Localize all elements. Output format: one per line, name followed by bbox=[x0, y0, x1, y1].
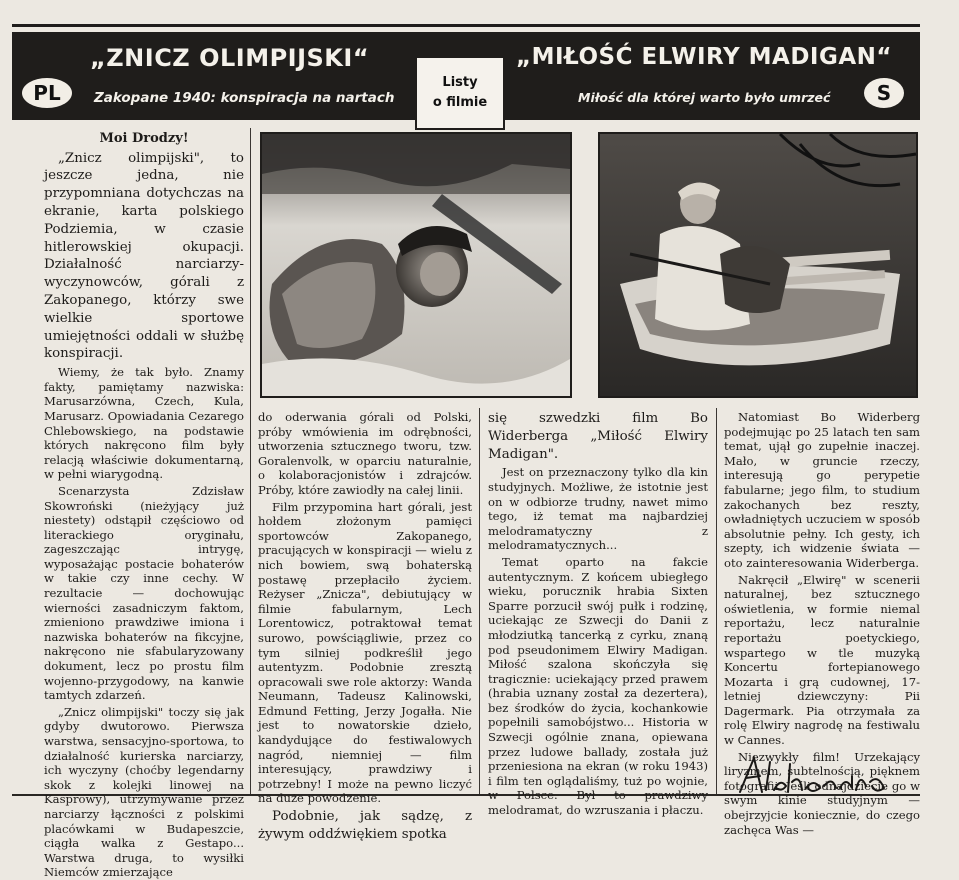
paragraph: Scenarzysta Zdzisław Skowroński (nieżyjący już niestety) odstąpił częściowo od literackiego oryginału, zageszczając intrygę, wyposażając postacie bohaterów w takie czy inne cechy. W rezultacie — dochowując wierności zasadniczym faktom, zmieniono prawdziwe imiona i nazwiska bohaterów na fikcyjne, nakręcono nie sfabularyzowany dokument, lecz po prostu film wojenno-przygodowy, na kanwie tamtych zdarzeń. bbox=[44, 483, 244, 703]
article-column-1 bbox=[44, 131, 244, 880]
article-column-2 bbox=[258, 410, 472, 842]
column-rule-1 bbox=[250, 128, 251, 796]
magazine-page bbox=[8, 10, 953, 880]
film-title-right: „MIŁOŚĆ ELWIRY MADIGAN“ bbox=[516, 44, 893, 70]
photo-couple-in-boat bbox=[598, 132, 918, 398]
top-rule bbox=[12, 24, 920, 27]
photo-boat-image bbox=[600, 134, 916, 396]
paragraph: Temat oparto na fakcie autentycznym. Z końcem ubiegłego wieku, porucznik hrabia Sixten Sparre porzucił swój pułk i rodzinę, uciekając ze Szwecji do Danii z młodziutką tancerką z cyrku, znaną pod pseudonimem Elwiry Madigan. Miłość szalona skończyła się tragicznie: uciekający przed prawem (hrabia uznany został za dezertera), bez środków do życia, kochankowie popełnili samobójstwo... Historia w Szwecji ogólnie znana, opiewana przez ludowe ballady, została już przeniesiona na ekran (w roku 1943) i film ten oglądaliśmy, tuż po wojnie, w Polsce. Był to prawdziwy melodramat, do wzruszania i płaczu. bbox=[488, 554, 708, 818]
lead-paragraph: „Znicz olimpijski", to jeszcze jedna, nie przypomniana dotychczas na ekranie, karta polskiego Podziemia, w czasie hitlerowskiej okupacji. Działalność narciarzy-wyczynowców, górali z Zakopanego, którzy swe wielkie sportowe umiejętności oddali w służbę konspiracji. bbox=[44, 150, 244, 362]
paragraph: Nakręcił „Elwirę" w scenerii naturalnej, bez sztucznego oświetlenia, w formie niemal reportażu, lecz naturalnie reportażu poetyckiego, wspartego w tle muzyką Koncertu fortepianowego Mozarta i grą cudownej, 17-letniej dziewczyny: Pii Dagermark. Pia otrzymała za rolę Elwiry nagrodę na festiwalu w Cannes. bbox=[724, 572, 920, 748]
film-title-left: „ZNICZ OLIMPIJSKI“ bbox=[90, 44, 370, 72]
author-signature bbox=[736, 752, 896, 798]
header-banner bbox=[12, 32, 920, 120]
column-rule-3 bbox=[716, 408, 717, 796]
paragraph: Natomiast Bo Widerberg podejmując po 25 latach ten sam temat, ujął go zupełnie inaczej. Mało, w gruncie rzeczy, interesują go perypetie fabularne; jego film, to studium zakochanych bez reszty, owładniętych uczuciem w sposób absolutnie pełny. Ich gesty, ich szepty, ich widzenie świata — oto zainteresowania Widerberga. bbox=[724, 410, 920, 570]
paragraph: do oderwania górali od Polski, próby wmówienia im odrębności, utworzenia sztucznego tworu, tzw. Goralenvolk, w oparciu naturalnie, o kolaboracjonistów i zdrajców. Próby, które zawiodły na całej linii. bbox=[258, 410, 472, 497]
column-label-line2: o filmie bbox=[432, 95, 488, 110]
paragraph: „Znicz olimpijski" toczy się jak gdyby dwutorowo. Pierwsza warstwa, sensacyjno-sportowa, to działalność kurierska narciarzy, ich wyczyny (choćby legendarny skok z kolejki linowej na Kasprowy), utrzymywanie przez narciarzy łączności z polskimi placówkami w Budapeszcie, ciągła walka z Gestapo... Warstwa druga, to wysiłki Niemców zmierzające bbox=[44, 704, 244, 880]
paragraph: Niezwykły film! Urzekający liryzmem, subtelnością, pięknem fotografii. Jeśli odnajdziecie go w swym kinie studyjnym — obejrzyjcie koniecznie, do czego zachęca Was — bbox=[724, 749, 920, 837]
film-subtitle-left: Zakopane 1940: konspiracja na nartach bbox=[94, 90, 395, 106]
article-column-4 bbox=[724, 410, 920, 837]
country-badge-pl: PL bbox=[22, 78, 72, 108]
column-label-line1: Listy bbox=[442, 75, 478, 90]
film-subtitle-right: Miłość dla której warto było umrzeć bbox=[578, 90, 831, 105]
paragraph-large: się szwedzki film Bo Widerberga „Miłość Elwiry Madigan". bbox=[488, 411, 708, 462]
article-column-3 bbox=[488, 410, 708, 818]
column-rule-2 bbox=[479, 408, 480, 796]
photo-skier-in-snow bbox=[260, 132, 572, 398]
signature-drawing bbox=[736, 752, 896, 798]
paragraph: Wiemy, że tak było. Znamy fakty, pamiętamy nazwiska: Marusarzówna, Czech, Kula, Marusarz. Opowiadania Cezarego Chlebowskiego, na podstawie których nakręcono film były relacją właściwie dokumentarną, w pełni wiarygodną. bbox=[44, 365, 244, 482]
country-badge-s: S bbox=[864, 78, 904, 108]
column-label-box bbox=[415, 56, 505, 130]
paragraph: Film przypomina hart górali, jest hołdem złożonym pamięci sportowców Zakopanego, pracujących w konspiracji — wielu z nich bowiem, swą bohaterską postawę przepłaciło życiem. Reżyser „Znicza", debiutujący w filmie fabularnym, Lech Lorentowicz, potraktował temat surowo, powściągliwie, przez co tym silniej podkreślił jego autentyzm. Podobnie zresztą opracowali swe role aktorzy: Wanda Neumann, Tadeusz Kalinowski, Edmund Fetting, Jerzy Jogałła. Nie jest to nowatorskie dzieło, kandydujące do festiwalowych nagród, niemniej — film interesujący, prawdziwy i potrzebny! I może na pewno liczyć na duże powodzenie. bbox=[258, 499, 472, 806]
paragraph: Jest on przeznaczony tylko dla kin studyjnych. Możliwe, że istotnie jest on w odbiorze trudny, nawet mimo tego, iż temat ma najbardziej melodramatyczny z melodramatycznych... bbox=[488, 465, 708, 553]
photo-skier-image bbox=[262, 134, 570, 396]
greeting: Moi Drodzy! bbox=[99, 131, 189, 146]
paragraph-large: Podobnie, jak sądzę, z żywym oddźwiękiem spotka bbox=[258, 809, 472, 842]
